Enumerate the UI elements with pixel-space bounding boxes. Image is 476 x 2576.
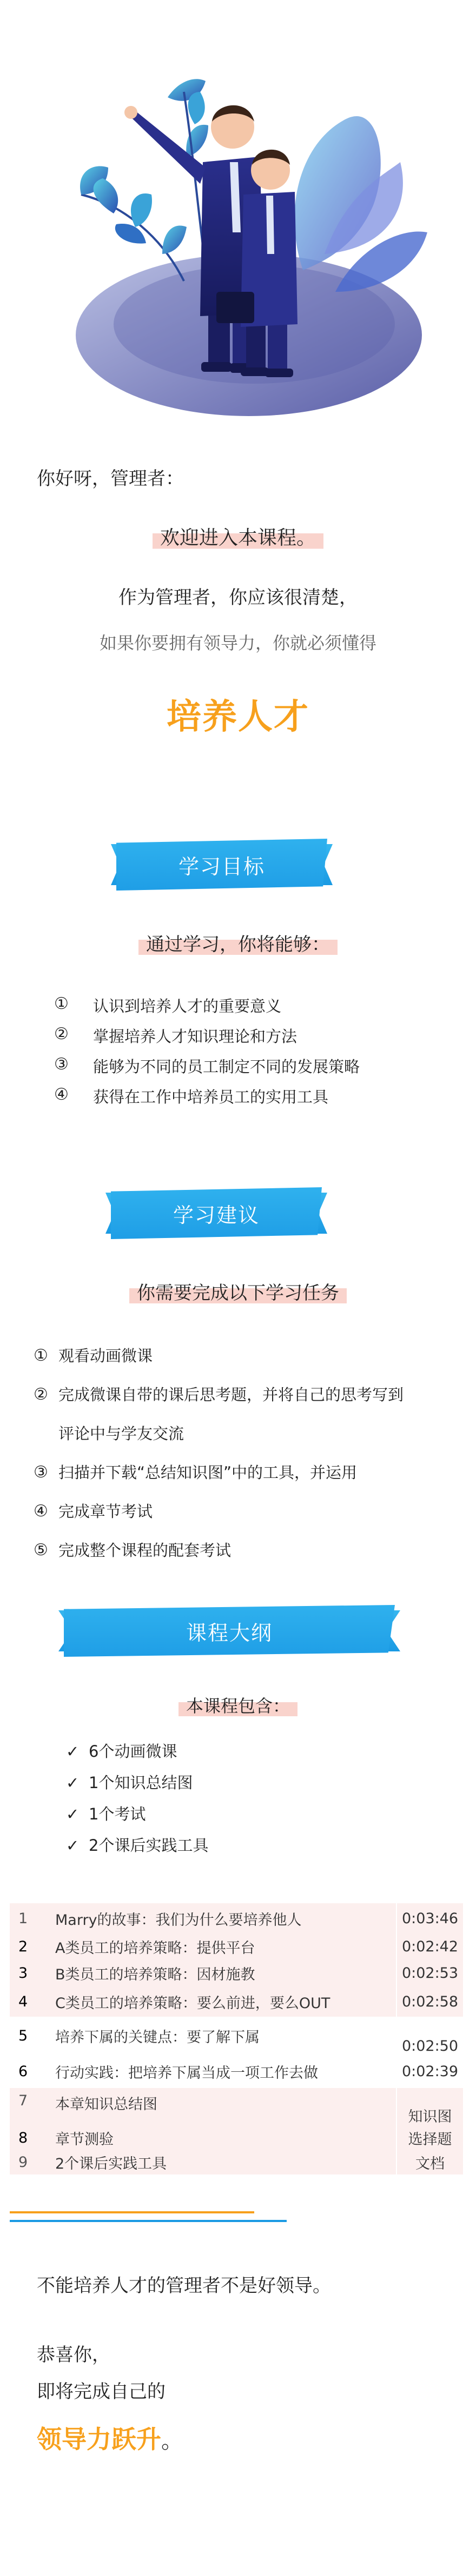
intro-line-1: 作为管理者，你应该很清楚， bbox=[118, 587, 358, 608]
row-number: 7 bbox=[10, 2088, 51, 2126]
row-duration: 0:02:50 bbox=[396, 2017, 463, 2055]
list-item-number: ① bbox=[54, 994, 69, 1013]
list-item-number: ④ bbox=[54, 1085, 69, 1104]
list-item-text: 掌握培养人才知识理论和方法 bbox=[93, 1027, 298, 1046]
list-item bbox=[34, 1535, 404, 1566]
list-item-text: 完成章节考试 bbox=[58, 1502, 153, 1521]
row-number: 3 bbox=[10, 1959, 51, 1986]
list-item-number: ③ bbox=[54, 1055, 69, 1074]
list-item-text: 2个课后实践工具 bbox=[89, 1836, 209, 1855]
objectives-lead-line bbox=[0, 928, 476, 957]
list-item bbox=[34, 1340, 404, 1371]
welcome-text: 欢迎进入本课程。 bbox=[153, 521, 323, 551]
outline-header bbox=[58, 1605, 400, 1657]
list-item-text: 获得在工作中培养员工的实用工具 bbox=[93, 1088, 329, 1106]
row-duration: 选择题 bbox=[396, 2126, 463, 2150]
row-title: Marry的故事：我们为什么要培养他人 bbox=[51, 1903, 396, 1933]
hero-illustration bbox=[0, 0, 476, 427]
divider-blue bbox=[10, 2220, 287, 2222]
suggestions-lead-line bbox=[0, 1277, 476, 1306]
row-title: 培养下属的关键点：要了解下属 bbox=[55, 2029, 260, 2046]
check-icon: ✓ bbox=[66, 1805, 80, 1823]
closing-period: 。 bbox=[161, 2428, 183, 2453]
suggestions-lead: 你需要完成以下学习任务 bbox=[129, 1277, 347, 1306]
syllabus-table bbox=[10, 1903, 463, 2174]
table-row[interactable] bbox=[10, 1959, 463, 1986]
list-item-number: ① bbox=[34, 1346, 48, 1365]
list-item bbox=[34, 1496, 404, 1527]
greeting-text: 你好呀，管理者： bbox=[37, 468, 184, 490]
row-duration: 0:02:58 bbox=[396, 1986, 463, 2017]
check-icon: ✓ bbox=[66, 1774, 80, 1792]
list-item-number: ④ bbox=[34, 1502, 48, 1521]
list-item-number: ② bbox=[54, 1025, 69, 1043]
check-icon: ✓ bbox=[66, 1836, 80, 1855]
row-duration: 0:02:39 bbox=[396, 2055, 463, 2088]
list-item-text: 1个知识总结图 bbox=[89, 1774, 193, 1792]
list-item-text: 认识到培养人才的重要意义 bbox=[93, 997, 282, 1015]
outline-header-label: 课程大纲 bbox=[186, 1621, 273, 1645]
divider-orange bbox=[10, 2211, 254, 2213]
outline-lead: 本课程包含： bbox=[178, 1691, 298, 1718]
list-item-text: 观看动画微课 bbox=[58, 1347, 153, 1365]
list-item bbox=[66, 1798, 208, 1830]
list-item-number: ③ bbox=[34, 1463, 48, 1482]
suggestions-header-label: 学习建议 bbox=[173, 1203, 260, 1227]
list-item bbox=[66, 1830, 208, 1861]
table-row[interactable] bbox=[10, 1903, 463, 1933]
table-row[interactable] bbox=[10, 1933, 463, 1959]
closing-line-1: 不能培养人才的管理者不是好领导。 bbox=[37, 2275, 331, 2297]
row-number: 2 bbox=[10, 1933, 51, 1959]
closing-line-3: 即将完成自己的 bbox=[37, 2381, 166, 2403]
list-item bbox=[54, 1025, 360, 1055]
row-duration: 知识图 bbox=[396, 2088, 463, 2126]
row-duration: 0:02:53 bbox=[396, 1959, 463, 1986]
list-item-text: 完成微课自带的课后思考题，并将自己的思考写到 bbox=[58, 1386, 404, 1404]
row-number: 1 bbox=[10, 1903, 51, 1933]
outline-contents-list bbox=[66, 1736, 208, 1861]
list-item-text: 完成整个课程的配套考试 bbox=[58, 1541, 232, 1560]
row-duration: 0:03:46 bbox=[396, 1903, 463, 1933]
table-row[interactable] bbox=[10, 2017, 463, 2055]
list-item-number: ② bbox=[34, 1385, 48, 1404]
row-number: 6 bbox=[18, 2063, 28, 2080]
row-number: 9 bbox=[10, 2150, 51, 2174]
row-duration: 0:02:42 bbox=[396, 1933, 463, 1959]
welcome-line bbox=[0, 521, 476, 551]
closing-line-2: 恭喜你， bbox=[37, 2344, 110, 2366]
list-item bbox=[66, 1736, 208, 1767]
row-number: 8 bbox=[10, 2126, 51, 2150]
row-title: C类员工的培养策略：要么前进，要么OUT bbox=[51, 1986, 396, 2017]
list-item bbox=[54, 994, 360, 1025]
row-title: B类员工的培养策略：因材施教 bbox=[51, 1959, 396, 1986]
row-number: 5 bbox=[18, 2027, 28, 2044]
row-duration: 文档 bbox=[396, 2150, 463, 2174]
outline-lead-line bbox=[0, 1691, 476, 1718]
list-item-text: 1个考试 bbox=[89, 1805, 146, 1823]
objectives-list bbox=[54, 994, 360, 1115]
list-item bbox=[66, 1767, 208, 1798]
table-row[interactable] bbox=[10, 1986, 463, 2017]
list-item bbox=[34, 1457, 404, 1488]
keyword-title: 培养人才 bbox=[167, 697, 309, 737]
list-item-body bbox=[58, 1379, 404, 1449]
objectives-header bbox=[111, 839, 333, 891]
suggestions-header bbox=[105, 1187, 327, 1239]
table-row[interactable] bbox=[10, 2150, 463, 2174]
row-title: A类员工的培养策略：提供平台 bbox=[51, 1933, 396, 1959]
list-item-text: 6个动画微课 bbox=[89, 1742, 177, 1761]
row-number: 4 bbox=[10, 1986, 51, 2017]
closing-emphasis: 领导力跃升 bbox=[37, 2425, 161, 2454]
check-icon: ✓ bbox=[66, 1742, 80, 1761]
list-item-text: 能够为不同的员工制定不同的发展策略 bbox=[93, 1058, 360, 1076]
table-row[interactable] bbox=[10, 2088, 463, 2126]
table-row[interactable] bbox=[10, 2126, 463, 2150]
intro-line-2: 如果你要拥有领导力，你就必须懂得 bbox=[99, 633, 376, 653]
objectives-header-label: 学习目标 bbox=[178, 854, 265, 879]
list-item-text-cont: 评论中与学友交流 bbox=[58, 1424, 184, 1443]
list-item-text: 扫描并下载“总结知识图”中的工具，并运用 bbox=[58, 1463, 358, 1482]
closing-line-4 bbox=[37, 2420, 183, 2455]
row-title: 章节测验 bbox=[51, 2126, 396, 2150]
table-row[interactable] bbox=[10, 2055, 463, 2088]
row-title: 行动实践：把培养下属当成一项工作去做 bbox=[55, 2064, 318, 2082]
objectives-lead: 通过学习，你将能够： bbox=[138, 928, 338, 957]
list-item-number: ⑤ bbox=[34, 1541, 48, 1560]
row-title: 本章知识总结图 bbox=[51, 2088, 396, 2126]
list-item bbox=[34, 1379, 404, 1449]
row-title: 2个课后实践工具 bbox=[51, 2150, 396, 2174]
list-item bbox=[54, 1085, 360, 1115]
suggestions-list bbox=[34, 1340, 404, 1566]
list-item bbox=[54, 1055, 360, 1085]
